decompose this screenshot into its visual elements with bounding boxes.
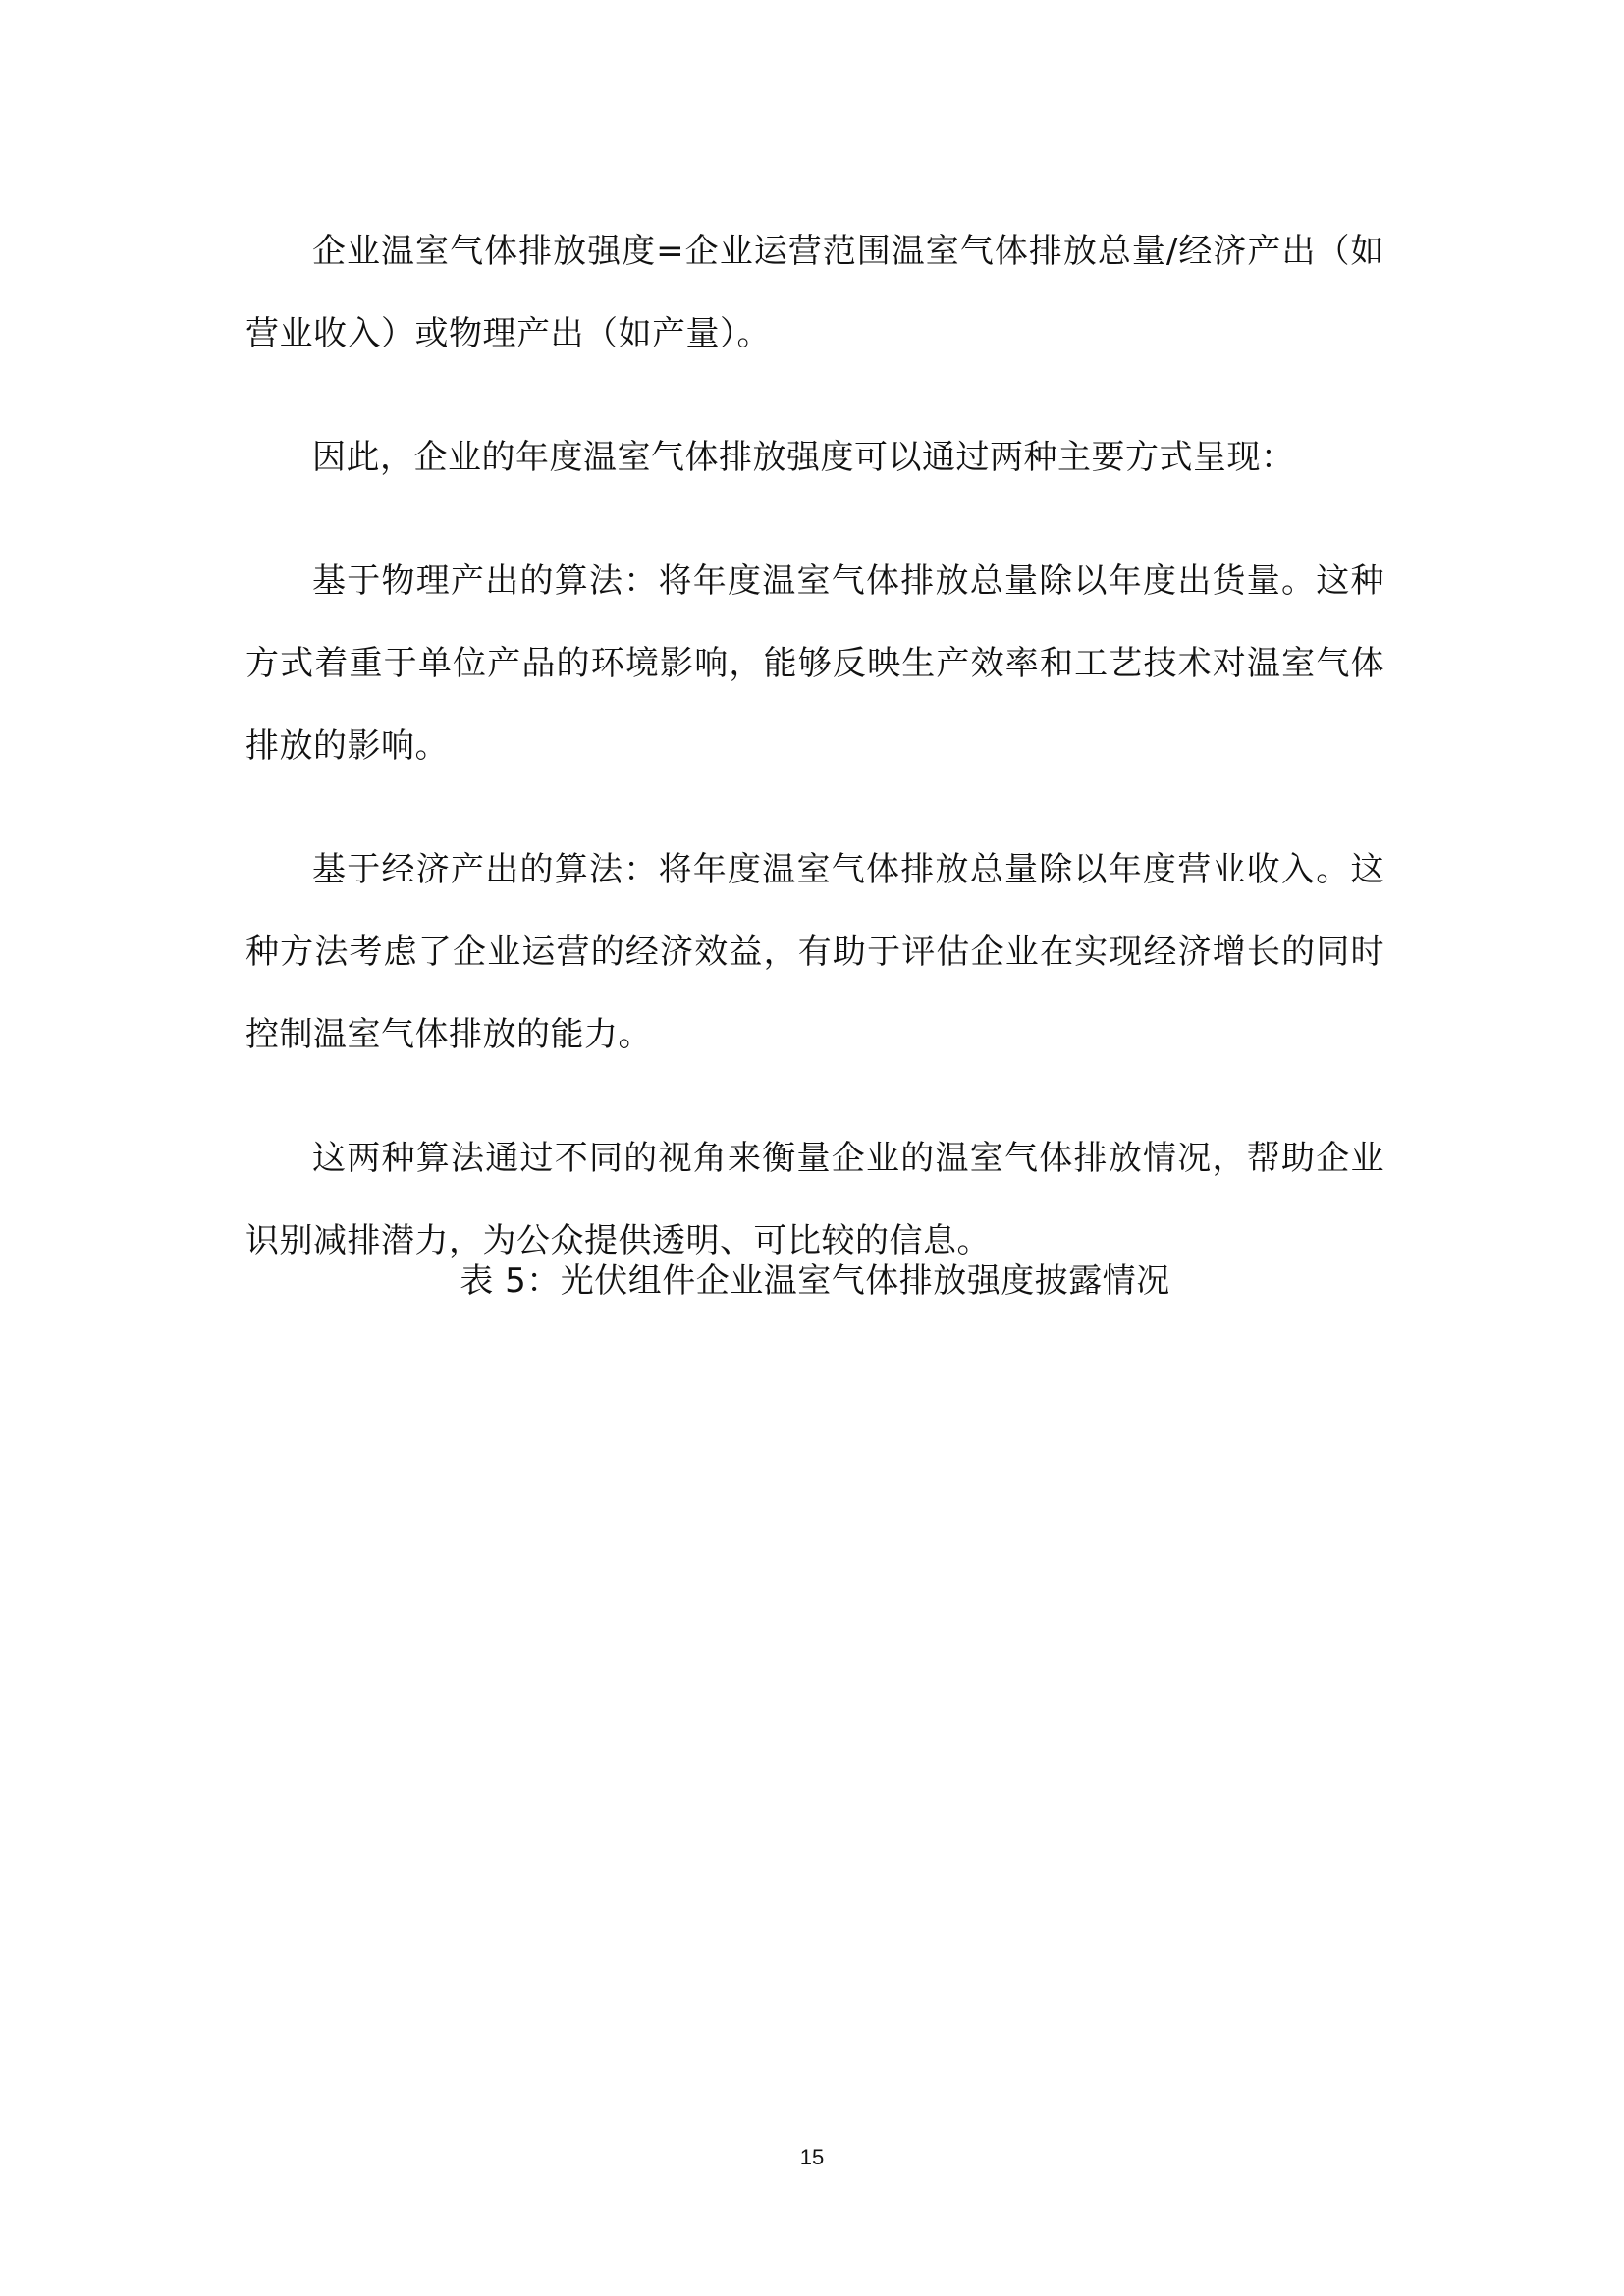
paragraph-summary: 这两种算法通过不同的视角来衡量企业的温室气体排放情况，帮助企业识别减排潜力，为公众提供透明、可比较的信息。 bbox=[245, 1139, 1384, 1260]
paragraph-economic-output-method: 基于经济产出的算法：将年度温室气体排放总量除以年度营业收入。这种方法考虑了企业运营的经济效益，有助于评估企业在实现经济增长的同时控制温室气体排放的能力。 bbox=[245, 850, 1384, 1054]
paragraph-physical-output-method: 基于物理产出的算法：将年度温室气体排放总量除以年度出货量。这种方式着重于单位产品的环境影响，能够反映生产效率和工艺技术对温室气体排放的影响。 bbox=[245, 561, 1384, 766]
body-text bbox=[245, 210, 1384, 1323]
paragraph-two-methods-intro: 因此，企业的年度温室气体排放强度可以通过两种主要方式呈现： bbox=[312, 438, 1295, 477]
table-caption: 表 5：光伏组件企业温室气体排放强度披露情况 bbox=[460, 1261, 1170, 1301]
page-number: 15 bbox=[799, 2145, 825, 2169]
paragraph-intensity-formula: 企业温室气体排放强度=企业运营范围温室气体排放总量/经济产出（如营业收入）或物理产出（如产量）。 bbox=[245, 232, 1384, 353]
